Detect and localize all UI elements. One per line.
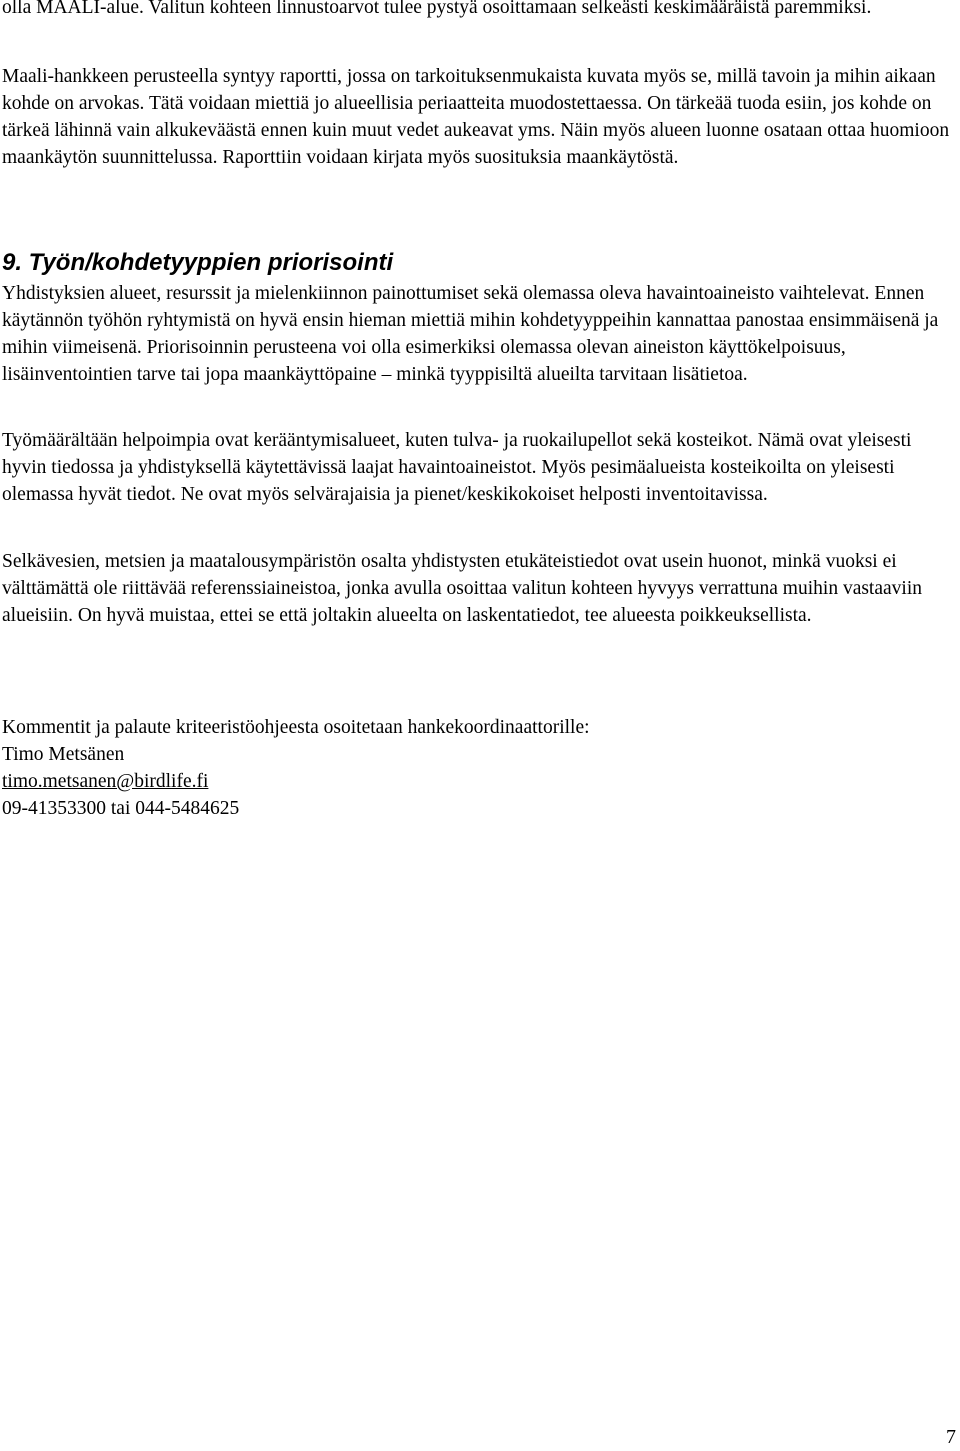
section-heading: 9. Työn/kohdetyyppien priorisointi (2, 249, 394, 276)
contact-email-link[interactable]: timo.metsanen@birdlife.fi (2, 771, 209, 792)
report-paragraph: Maali-hankkeen perusteella syntyy raportti, jossa on tarkoituksenmukaista kuvata myös se, millä tavoin ja mihin aikaan kohde on arvokas. Tätä voidaan miettiä jo alueellisia periaatteita muodostettaessa. On tärkeää tuoda esiin, jos kohde on tärkeä lähinnä vain alkukeväästä ennen kuin muut vedet aukeavat yms. Näin myös alueen luonne osataan ottaa huomioon maankäytön suunnittelussa. Raporttiin voidaan kirjata myös suosituksia maankäytöstä. (2, 66, 950, 168)
page-number: 7 (946, 1426, 956, 1448)
contact-name: Timo Metsänen (2, 744, 125, 765)
contact-phone: 09-41353300 tai 044-5484625 (2, 798, 240, 819)
body-paragraph-2: Työmäärältään helpoimpia ovat kerääntymisalueet, kuten tulva- ja ruokailupellot sekä kosteikot. Nämä ovat yleisesti hyvin tiedossa ja yhdistyksellä käytettävissä laajat havaintoaineistot. Myös pesimäalueista kosteikoilta on yleisesti olemassa hyvät tiedot. Ne ovat myös selvärajaisia ja pienet/keskikokoiset helposti inventoitavissa. (2, 430, 912, 505)
intro-paragraph: olla MAALI-alue. Valitun kohteen linnustoarvot tulee pystyä osoittamaan selkeästi keskimääräistä paremmiksi. (2, 0, 872, 18)
contact-block (2, 714, 956, 822)
body-paragraph-1: Yhdistyksien alueet, resurssit ja mielenkiinnon painottumiset sekä olemassa oleva havaintoaineisto vaihtelevat. Ennen käytännön työhön ryhtymistä on hyvä ensin hieman miettiä mihin kohdetyyppeihin kannattaa panostaa ensimmäisenä ja mihin viimeisenä. Priorisoinnin perusteena voi olla esimerkiksi olemassa olevan aineiston käyttökelpoisuus, lisäinventointien tarve tai jopa maankäyttöpaine – minkä tyyppisiltä alueilta tarvitaan lisätietoa. (2, 283, 939, 385)
body-paragraph-3: Selkävesien, metsien ja maatalousympäristön osalta yhdistysten etukäteistiedot ovat usein huonot, minkä vuoksi ei välttämättä ole riittävää referenssiaineistoa, jonka avulla osoittaa valitun kohteen hyvyys verrattuna muihin vastaaviin alueisiin. On hyvä muistaa, ettei se että joltakin alueelta on laskentatiedot, tee alueesta poikkeuksellista. (2, 551, 922, 626)
contact-intro: Kommentit ja palaute kriteeristöohjeesta osoitetaan hankekoordinaattorille: (2, 717, 590, 738)
